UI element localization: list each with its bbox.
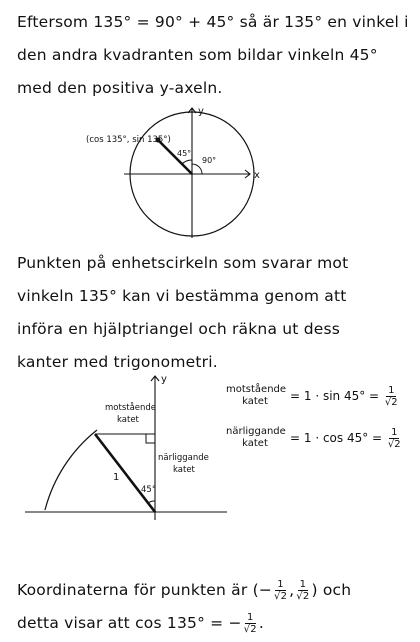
fig2-angle-label: 45°	[141, 485, 157, 495]
arc-45	[182, 160, 192, 164]
coord-x-fraction	[274, 579, 287, 602]
formula-adjacent-text: = 1 · cos 45° =	[290, 430, 383, 445]
formula-adjacent-label-1: närliggande	[226, 426, 286, 437]
formula-opposite-label-1: motstående	[226, 384, 287, 395]
formula-opposite-den: √2	[384, 396, 398, 408]
unit-circle-figure	[80, 100, 340, 240]
formula-adjacent-num: 1	[391, 426, 398, 438]
explanation-paragraph	[17, 247, 413, 379]
formula-opposite-num: 1	[388, 384, 395, 396]
fig2-adjacent-label-2: katet	[173, 465, 195, 475]
intro-paragraph	[17, 6, 413, 105]
formula-opposite-label	[226, 384, 287, 408]
fig2-hypotenuse-label: 1	[113, 472, 120, 483]
explanation-line-2: vinkeln 135° kan vi bestämma genom att	[17, 287, 347, 305]
right-angle-mark	[146, 434, 155, 443]
fig2-opposite-label-1: motstående	[105, 403, 157, 413]
conclusion-och: och	[322, 581, 352, 599]
conclusion-paragraph	[17, 574, 413, 640]
explanation-line-1: Punkten på enhetscirkeln som svarar mot	[17, 254, 349, 272]
formula-opposite-expr	[290, 385, 400, 408]
explanation-line-4: kanter med trigonometri.	[17, 353, 218, 371]
fig2-opposite-label-2: katet	[117, 415, 139, 425]
formula-adjacent-den: √2	[387, 438, 401, 450]
formula-opposite-label-2: katet	[242, 396, 268, 407]
formula-opposite-text: = 1 · sin 45° =	[290, 388, 380, 403]
result-den: √2	[243, 624, 257, 635]
coord-x-den: √2	[274, 591, 288, 602]
formula-adjacent-label-2: katet	[242, 438, 268, 449]
coord-open-paren: (	[252, 581, 259, 599]
coord-y-den: √2	[296, 591, 310, 602]
intro-line-2: den andra kvadranten som bildar vinkeln 45°	[17, 46, 378, 64]
conclusion-text-2: detta visar att cos 135° = −	[17, 614, 242, 632]
fig2-adjacent-label-1: närliggande	[158, 453, 209, 463]
formula-adjacent-label	[226, 426, 284, 450]
coord-x-num: 1	[277, 579, 284, 590]
hypotenuse-line	[95, 434, 155, 512]
fig1-y-label: y	[198, 106, 204, 117]
leg-formulas	[226, 375, 416, 459]
fig1-x-label: x	[254, 170, 260, 181]
coord-separator: ,	[289, 581, 295, 599]
arc-90	[192, 164, 202, 174]
formula-adjacent	[226, 417, 416, 459]
intro-line-3: med den positiva y-axeln.	[17, 79, 223, 97]
fig2-y-label: y	[161, 374, 167, 385]
formula-adjacent-expr	[290, 427, 403, 450]
fig1-angle-45: 45°	[177, 149, 192, 158]
conclusion-period: .	[258, 614, 264, 632]
conclusion-line-2	[17, 607, 413, 640]
conclusion-text-1: Koordinaterna för punkten är	[17, 581, 248, 599]
circle-arc	[45, 430, 97, 510]
coord-close-paren: )	[311, 581, 318, 599]
coord-y-num: 1	[299, 579, 307, 590]
coord-y-fraction	[296, 579, 309, 602]
result-num: 1	[246, 612, 254, 623]
explanation-line-3: införa en hjälptriangel och räkna ut dess	[17, 320, 341, 338]
fig1-point-label: (cos 135°, sin 135°)	[86, 135, 171, 145]
formula-opposite	[226, 375, 416, 417]
intro-line-1: Eftersom 135° = 90° + 45° så är 135° en vinkel i	[17, 13, 409, 31]
result-fraction	[244, 612, 257, 635]
helper-triangle-figure	[15, 370, 230, 520]
formula-opposite-fraction	[385, 385, 398, 408]
fig2-angle-arc	[148, 501, 155, 503]
conclusion-line-1	[17, 574, 413, 607]
formula-adjacent-fraction	[388, 427, 401, 450]
fig1-angle-90: 90°	[202, 156, 217, 165]
coord-minus: −	[258, 581, 273, 599]
